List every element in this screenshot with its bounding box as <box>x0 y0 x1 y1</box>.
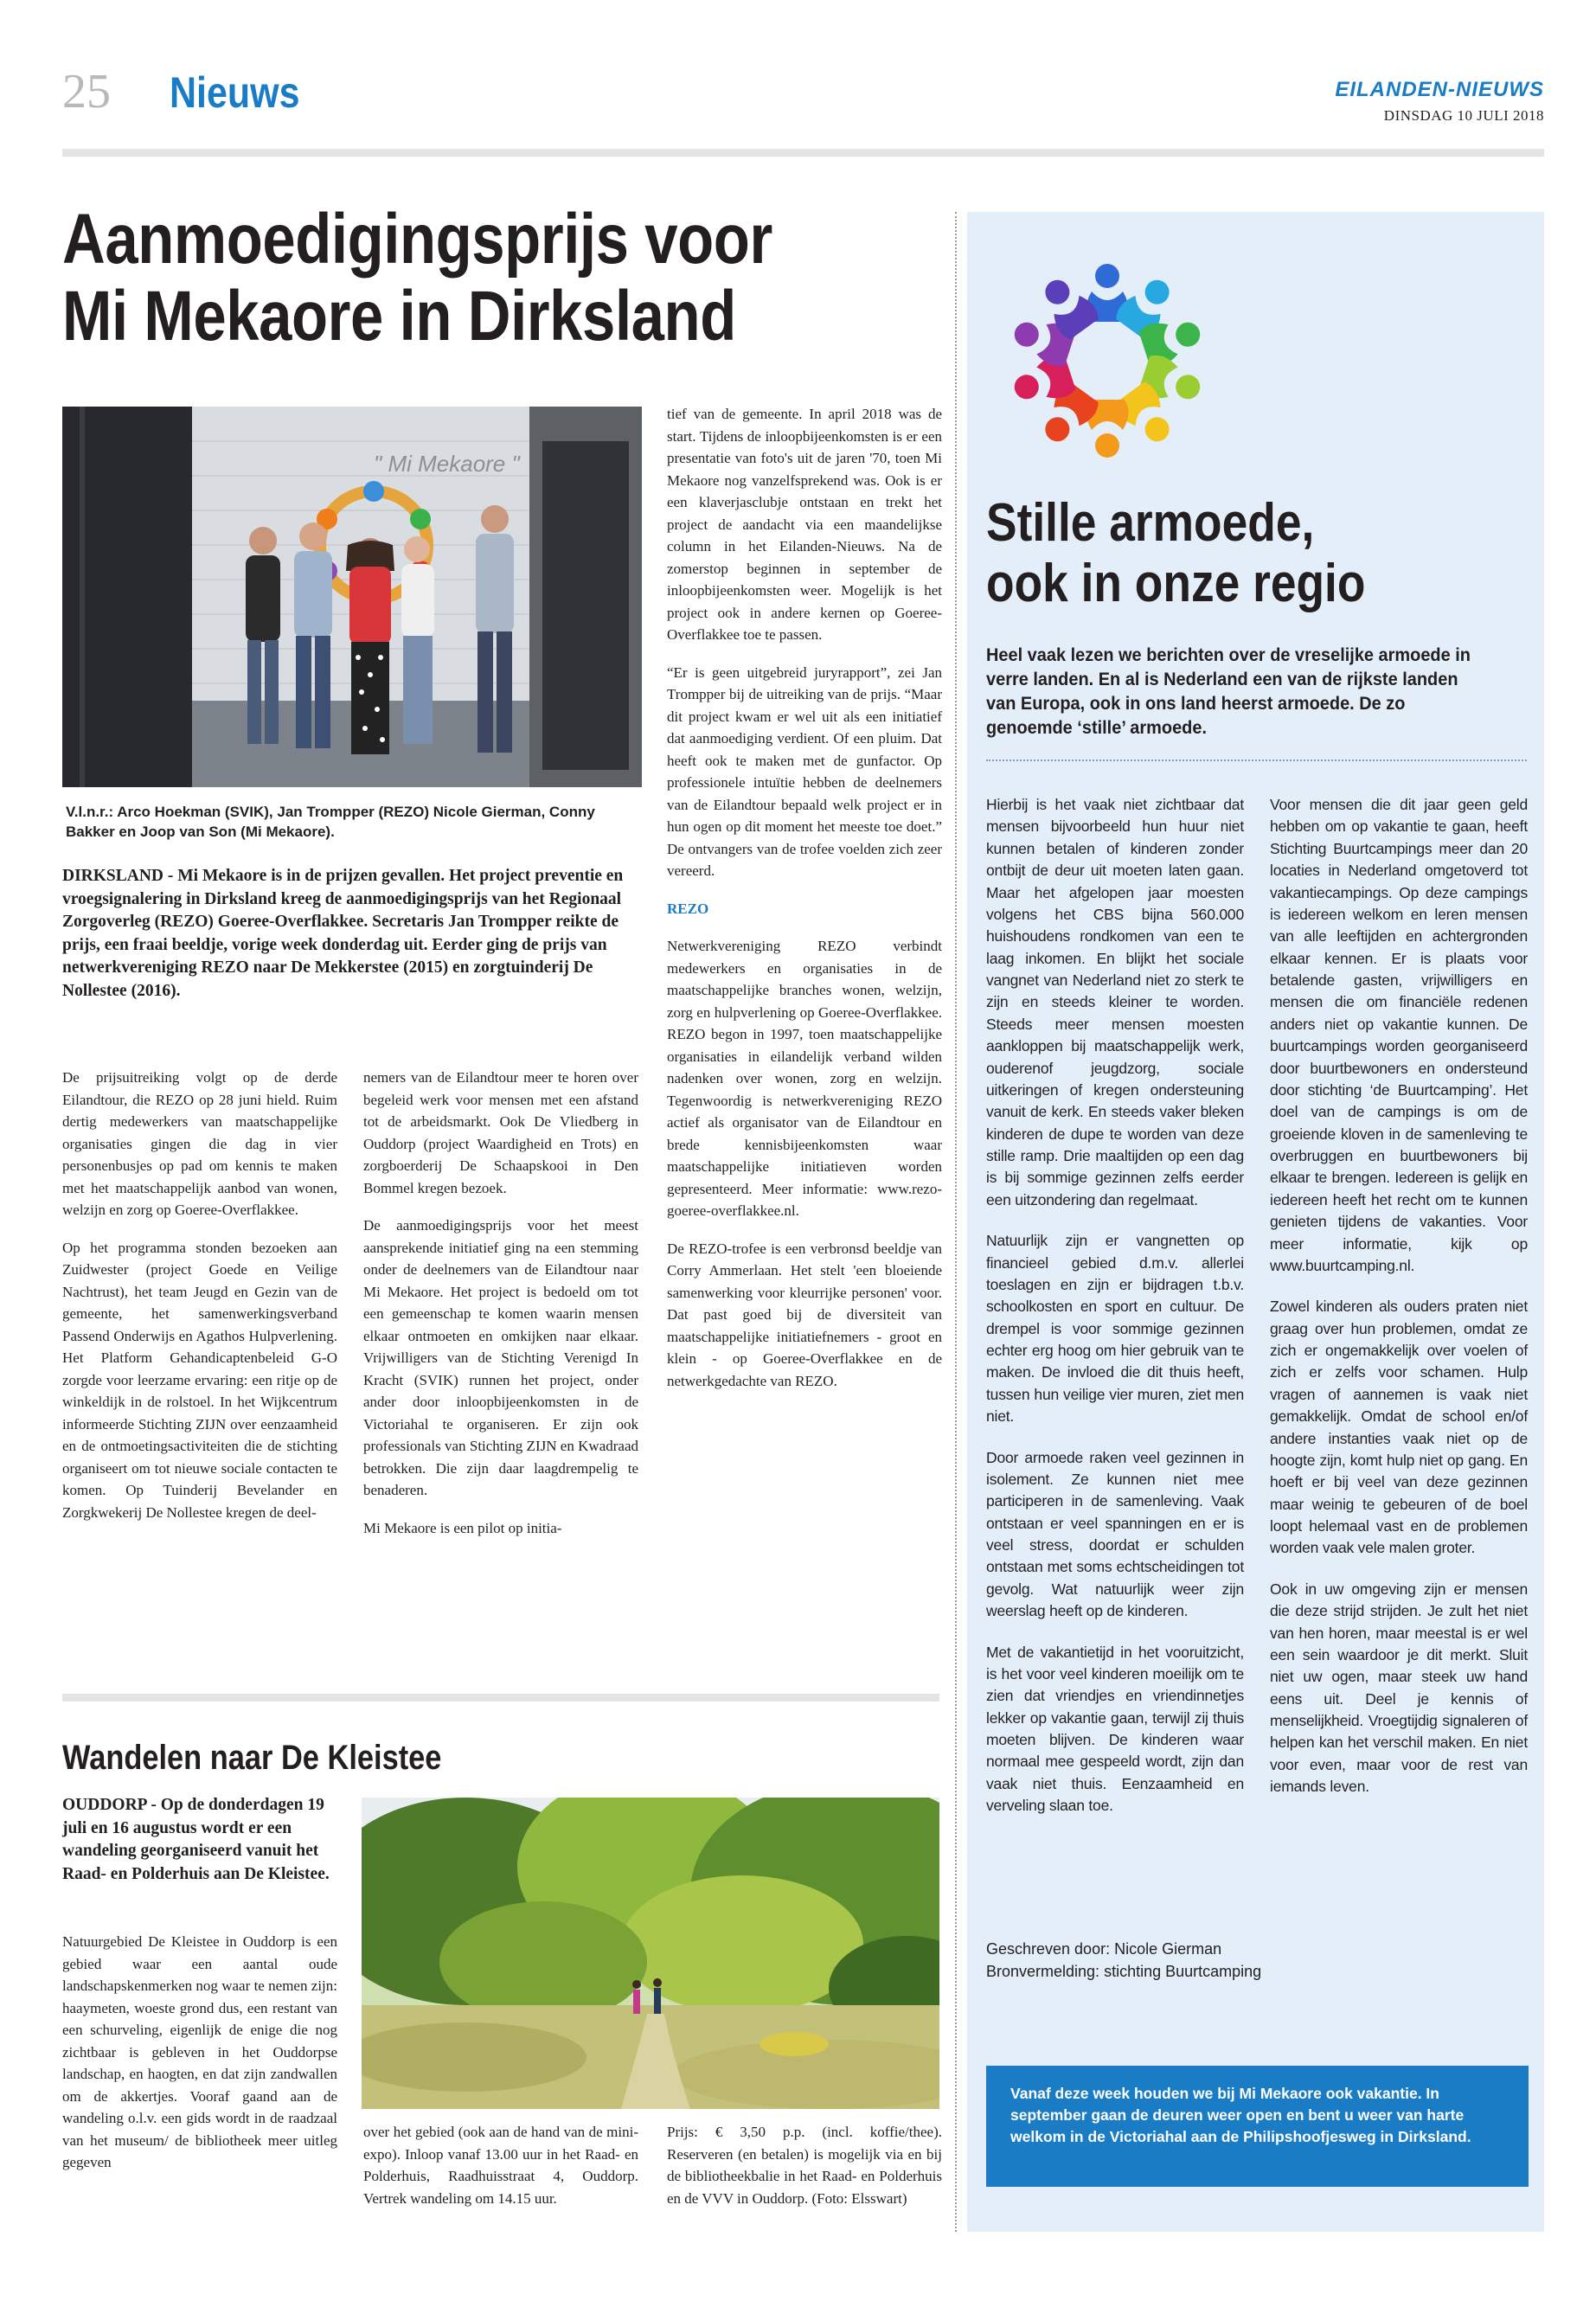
article2-column-2 <box>363 2121 638 2225</box>
article-column-1 <box>62 1067 337 1539</box>
article2-column-1 <box>62 1931 337 2189</box>
community-circle-icon <box>986 253 1228 469</box>
paragraph: Door armoede raken veel gezinnen in isolement. Ze kunnen niet mee participeren in de samenleving. Vaak ontstaan er veel spanningen en er is veel stress, doordat er schulden ontstaan met soms echtscheidingen tot gevolg. Wat natuurlijk weer zijn weerslag heeft op de kinderen. <box>986 1448 1244 1620</box>
article2-headline: Wandelen naar De Kleistee <box>62 1739 442 1777</box>
paragraph: De aanmoedigingsprijs voor het meest aansprekende initiatief ging na een stemming onder de deelnemers van de Eilandtour naar Mi Mekaore. Het project is bedoeld om tot een gemeenschap te komen waarin mensen elkaar ontmoeten en omkijken naar elkaar. Vrijwilligers van de Stichting Verenigd In Kracht (SVIK) runnen het project, onder ander door inloopbijeenkomsten in de Victoriahal te organiseren. Er zijn ook professionals van Stichting ZIJN en Kwadraad betrokken. Die zijn daar laagdrempelig te benaderen. <box>363 1217 638 1498</box>
paragraph: De REZO-trofee is een verbronsd beeldje van Corry Ammerlaan. Het stelt 'een bloeiende samenwerking voor kleurrijke personen' voor. Dat past goed bij de diversiteit van maatschappelijke initiatiefnemers - groot en klein - op Goeree-Overflakkee en de netwerkgedachte van REZO. <box>667 1240 942 1389</box>
paragraph: over het gebied (ook aan de hand van de mini-expo). Inloop vanaf 13.00 uur in het Raad- en Polderhuis, Raadhuisstraat 4, Ouddorp. Vertrek wandeling om 14.15 uur. <box>363 2124 638 2207</box>
paragraph: Natuurlijk zijn er vangnetten op financieel gebied d.m.v. allerlei toeslagen en zijn er bijdragen t.b.v. schoolkosten en sport en cultuur. De drempel is voor sommige gezinnen echter erg hoog om hier gebruik van te maken. De invloed die dit thuis heeft, tussen hun veilige vier muren, ziet men niet. <box>986 1232 1244 1426</box>
feature-credits <box>986 1938 1349 1983</box>
feature-column-2 <box>1270 794 1528 1817</box>
holiday-notice: Vanaf deze week houden we bij Mi Mekaore ook vakantie. In september gaan de deuren weer open en bent u weer van harte welkom in de Victoriahal aan de Philipshoofjesweg in Dirksland. <box>986 2066 1529 2187</box>
article-headline <box>62 201 796 356</box>
paragraph: Netwerkvereniging REZO verbindt medewerkers en organisaties in de maatschappelijke branches wonen, welzijn, zorg en hulpverlening op Goeree-Overflakkee. REZO begon in 1997, toen maatschappelijke organisaties in eilandelijk verband wilden nadenken over wonen, zorg en welzijn. Tegenwoordig is netwerkvereniging REZO actief als organisator van de Eilandtour en brede kennisbijeenkomsten waar maatschappelijke initiatieven worden gepresenteerd. Meer informatie: www.rezo-goeree-overflakkee.nl. <box>667 938 942 1219</box>
paragraph: Ook in uw omgeving zijn er mensen die deze strijd strijden. Je zult het niet van hen horen, maar meestal is er wel een sein waardoor je dit merkt. Sluit niet uw ogen, maar steek uw hand eens uit. Deel je kennis of menselijkheid. Vroegtijdig signaleren of helpen kan het verschil maken. En niet voor even, maar voor de rest van iemands leven. <box>1270 1580 1528 1796</box>
paragraph: Prijs: € 3,50 p.p. (incl. koffie/thee). Reserveren (en betalen) is mogelijk via en bij de bibliotheekbalie in het Raad- en Polderhuis en de VVV in Ouddorp. (Foto: Elsswart) <box>667 2124 942 2207</box>
masthead-logo: EILANDEN-NIEUWS <box>1335 78 1544 101</box>
feature-column-1 <box>986 794 1244 1836</box>
headline-line-1: Aanmoedigingsprijs voor <box>62 200 772 279</box>
article-lead: DIRKSLAND - Mi Mekaore is in de prijzen gevallen. Het project preventie en vroegsignalering in Dirksland kreeg de aanmoedigingsprijs van het Regionaal Zorgoverleg (REZO) Goeree-Overflakkee. Secretaris Jan Trompper reikte de prijs, een fraai beeldje, vorige week donderdag uit. Eerder ging de prijs van netwerkvereniging REZO naar De Mekkerstee (2015) en zorgtuinderij De Nollestee (2016). <box>62 867 624 1000</box>
page-number: 25 <box>62 65 111 119</box>
photo-caption: V.l.n.r.: Arco Hoekman (SVIK), Jan Trompper (REZO) Nicole Gierman, Conny Bakker en Joop van Son (Mi Mekaore). <box>66 804 595 840</box>
header-rule <box>62 149 1544 157</box>
article2-column-3 <box>667 2121 942 2225</box>
feature-headline-line-1: Stille armoede, <box>986 493 1315 553</box>
paragraph: tief van de gemeente. In april 2018 was de start. Tijdens de inloopbijeenkomsten is er een presentatie van foto's uit de jaren '70, toen Mi Mekaore nog vanzelfsprekend was. Ook is er een klaverjasclubje ontstaan en trekt het project de aandacht via een maandelijkse column in het Eilanden-Nieuws. Na de zomerstop beginnen in september de inloopbijeenkomsten weer. Mogelijk is het project ook in andere kernen op Goeree-Overflakkee toe te passen. <box>667 406 942 643</box>
group-photo-illustration <box>62 407 642 787</box>
feature-headline <box>986 493 1433 614</box>
intro-rule <box>986 760 1527 761</box>
article-column-2 <box>363 1067 638 1554</box>
paragraph: Natuurgebied De Kleistee in Ouddorp is een gebied waar een aantal oude landschapskenmerken nog waar te nemen zijn: haaymeten, woeste grond dus, een restant van een schurveling, eigenlijk de enige die nog zichtbaar is gebleven in het Ouddorpse landschap, en haogten, en dat zijn zandwallen om de akkertjes. Vooraf gaand aan de wandeling o.l.v. een gids wordt in de raadzaal van het museum/ de bibliotheek meer uitleg gegeven <box>62 1933 337 2170</box>
group-photo <box>62 407 642 787</box>
issue-date: DINSDAG 10 JULI 2018 <box>1383 107 1544 124</box>
article-column-3 <box>667 403 942 1407</box>
section-label: Nieuws <box>170 68 300 117</box>
paragraph: De prijsuitreiking volgt op de derde Eilandtour, die REZO op 28 juni hield. Ruim dertig medewerkers van maatschappelijke organisaties gingen die dag in vier personenbusjes op pad om kennis te maken met het maatschappelijk aanbod van wonen, welzijn en zorg op Goeree-Overflakkee. <box>62 1069 337 1218</box>
feature-intro: Heel vaak lezen we berichten over de vreselijke armoede in verre landen. En al is Nederland een van de rijkste landen van Europa, ook in ons land heerst armoede. De zo genoemde ‘stille’ armoede. <box>986 645 1471 739</box>
section-rule <box>62 1694 939 1702</box>
paragraph: Hierbij is het vaak niet zichtbaar dat mensen bijvoorbeeld hun huur niet kunnen betalen of kinderen zonder ontbijt de deur uit moeten laten gaan. Maar het afgelopen jaar moesten volgens het CBS bijna 560.000 huishoudens rondkomen van een te laag inkomen. En blijkt het sociale vangnet van Nederland niet zo sterk te zijn en steeds kleiner te worden. Steeds meer mensen moesten aankloppen bij maatschappelijk werk, ouderenof jeugdzorg, sociale uitkeringen of kregen ondersteuning vanuit de kerk. En steeds vaker bleken kinderen de dupe te worden van deze stille ramp. Drie maaltijden op een dag is bij sommige gezinnen zelfs eerder een uitzondering dan regelmaat. <box>986 796 1244 1208</box>
paragraph: Met de vakantietijd in het vooruitzicht, is het voor veel kinderen moeilijk om te zien dat vriendjes en vriendinnetjes lekker op vakantie gaan, terwijl zij thuis moeten blijven. De kinderen waar normaal mee gespeeld wordt, zijn dan vaak niet thuis. Eenzaamheid en verveling slaan toe. <box>986 1643 1244 1815</box>
headline-line-2: Mi Mekaore in Dirksland <box>62 277 736 356</box>
paragraph: nemers van de Eilandtour meer te horen over begeleid werk voor mensen met een afstand tot de arbeidsmarkt. Ook De Vliedberg in Ouddorp (project Waardigheid en Trots) en zorgboerderij De Schaapskooi in Den Bommel kregen bezoek. <box>363 1069 638 1196</box>
community-circle-logo <box>986 253 1228 469</box>
credit-image-source: Bronvermelding: stichting Buurtcamping <box>986 1963 1262 1981</box>
paragraph: Op het programma stonden bezoeken aan Zuidwester (project Goede en Veilige Nachtrust), het team Jeugd en Gezin van de gemeente, het samenwerkingsverband Passend Onderwijs en Agathos Hulpverlening. Het Platform Gehandicaptenbeleid G-O zorgde voor leerzame ervaring: een ritje op de winkeldijk in de rolstoel. In het Wijkcentrum informeerde Stichting ZIJN over eenzaamheid en de ontmoetingsactiviteiten die de stichting organiseert om tot nieuwe sociale contacten te komen. Op Tuinderij Bevelander en Zorgkwekerij De Nollestee kregen de deel- <box>62 1239 337 1521</box>
landscape-photo <box>362 1798 939 2109</box>
feature-headline-line-2: ook in onze regio <box>986 554 1366 614</box>
landscape-photo-illustration <box>362 1798 939 2109</box>
paragraph: Voor mensen die dit jaar geen geld hebben om op vakantie te gaan, heeft Stichting Buurtcampings meer dan 20 locaties in Nederland omgetoverd tot vakantiecampings. Op deze campings is iedereen welkom en leren mensen van alle leeftijden en achtergronden elkaar kennen. Er is plaats voor betalende gasten, vrijwilligers en mensen die om financiële redenen anders niet op vakantie kunnen. De buurtcampings worden georganiseerd door buurtbewoners en ondersteund door stichting ‘de Buurtcamping’. Het doel van de campings is om de groeiende kloven in de samenleving te overbruggen en buurtbewoners bij elkaar te brengen. Iedereen is gelijk en iedereen heeft het recht om te kunnen genieten tijdens de vakanties. Voor meer informatie, kijk op www.buurtcamping.nl. <box>1270 796 1528 1274</box>
article2-lead: OUDDORP - Op de donderdagen 19 juli en 16 augustus wordt er een wandeling georganiseerd vanuit het Raad- en Polderhuis aan De Kleistee. <box>62 1796 330 1883</box>
photo-sign-text: " Mi Mekaore " <box>374 451 520 477</box>
subheading-rezo: REZO <box>667 900 709 917</box>
paragraph: Mi Mekaore is een pilot op initia- <box>363 1519 562 1536</box>
paragraph: “Er is geen uitgebreid juryrapport”, zei Jan Trompper bij de uitreiking van de prijs. “Maar dit project kwam er wel uit als een initiatief dat aanmoediging verdient. Of een pluim. Dat heeft ook te maken met de gunfactor. Op professionele intuïtie hebben de deelnemers van de Eilandtour bepaald welk project er in hun ogen op dit moment het meeste toe doet.” De ontvangers van de trofee voelden zich zeer vereerd. <box>667 663 942 879</box>
column-separator <box>955 212 957 2232</box>
paragraph: Zowel kinderen als ouders praten niet graag over hun problemen, omdat ze zich er ongemakkelijk over voelen of zich er zelfs voor schamen. Hulp vragen of aannemen is vaak niet gemakkelijk. Omdat de school en/of andere instanties vaak niet op de hoogte zijn, komt hulp niet op gang. En hoeft er bij veel van deze gezinnen maar weinig te gebeuren of de boel loopt helemaal vast en de problemen worden vaak vele malen groter. <box>1270 1298 1528 1557</box>
credit-author: Geschreven door: Nicole Gierman <box>986 1940 1222 1958</box>
